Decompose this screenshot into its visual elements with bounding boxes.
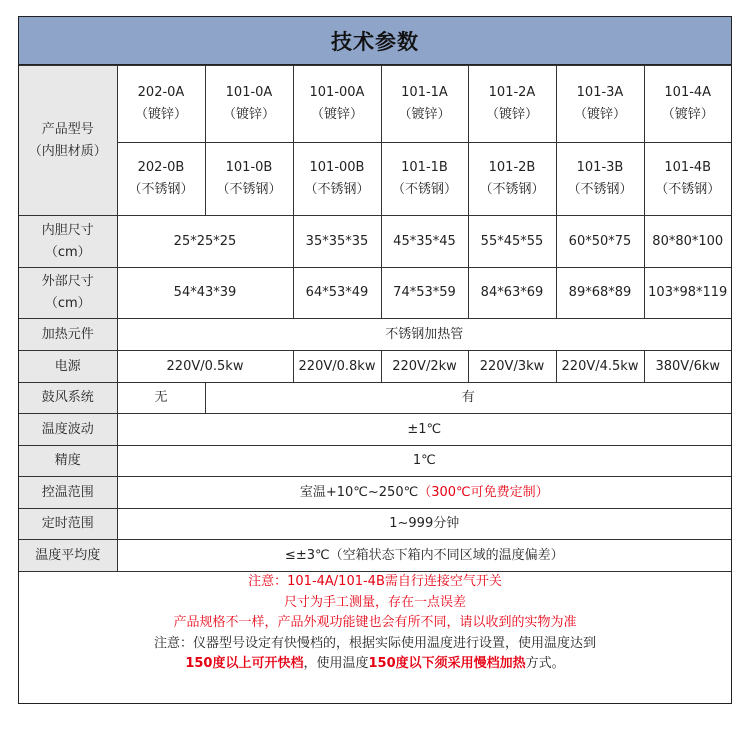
table-row-models-b	[19, 143, 731, 216]
label-fluctuation: 温度波动	[19, 414, 117, 446]
model-material: （镀锌）	[222, 107, 275, 122]
model-material: （镀锌）	[661, 107, 714, 122]
page-title: 技术参数	[19, 17, 731, 65]
model-material: （不锈钢）	[216, 182, 282, 197]
inner-size-value: 80*80*100	[644, 216, 731, 268]
note-emphasis: 150度以下须采用慢档加热	[368, 656, 526, 671]
label-model	[19, 66, 117, 216]
label-inner-size	[19, 216, 117, 268]
power-value: 220V/0.5kw	[117, 351, 293, 383]
blower-yes: 有	[205, 383, 731, 414]
model-cell	[381, 143, 468, 216]
accuracy-value: 1℃	[117, 446, 731, 477]
timer-value: 1~999分钟	[117, 509, 731, 540]
table-row-uniformity	[19, 540, 731, 572]
inner-size-value: 60*50*75	[556, 216, 644, 268]
power-value: 220V/0.8kw	[293, 351, 381, 383]
outer-size-value: 89*68*89	[556, 268, 644, 319]
model-code: 101-0A	[225, 85, 273, 100]
model-material: （镀锌）	[398, 107, 451, 122]
table-row-blower	[19, 383, 731, 414]
note-line: 尺寸为手工测量，存在一点误差	[283, 594, 466, 610]
uniformity-value: ≤±3℃（空箱状态下箱内不同区域的温度偏差）	[117, 540, 731, 572]
outer-size-value: 74*53*59	[381, 268, 468, 319]
model-cell	[468, 66, 556, 143]
table-row-heating	[19, 319, 731, 351]
fluctuation-value: ±1℃	[117, 414, 731, 446]
model-cell	[293, 143, 381, 216]
power-value: 220V/2kw	[381, 351, 468, 383]
label-heating: 加热元件	[19, 319, 117, 351]
note-line: 产品规格不一样，产品外观功能键也会有所不同，请以收到的实物为准	[173, 615, 577, 630]
model-cell	[381, 66, 468, 143]
temp-range-value: 室温+10℃~250℃	[299, 484, 419, 500]
model-code: 101-1B	[401, 160, 448, 175]
outer-size-value: 54*43*39	[117, 268, 293, 319]
model-code: 101-3B	[576, 160, 624, 175]
label-timer: 定时范围	[19, 509, 117, 540]
inner-size-value: 55*45*55	[468, 216, 556, 268]
model-material: （不锈钢）	[304, 182, 370, 197]
model-code: 101-3A	[576, 85, 624, 100]
model-material: （镀锌）	[573, 107, 626, 122]
model-material: （镀锌）	[134, 107, 187, 122]
label-outer-size-line2: （cm）	[44, 296, 91, 311]
model-code: 101-1A	[401, 85, 448, 100]
model-cell	[205, 66, 293, 143]
label-inner-size-line2: （cm）	[44, 244, 91, 260]
power-value: 380V/6kw	[644, 351, 731, 383]
label-model-line2: （内胆材质）	[28, 143, 107, 159]
label-model-line1: 产品型号	[41, 121, 94, 137]
model-code: 101-00B	[309, 160, 365, 175]
table-row-accuracy	[19, 446, 731, 477]
model-code: 202-0A	[137, 85, 185, 100]
note-text: 方式。	[525, 656, 565, 671]
label-uniformity: 温度平均度	[19, 540, 117, 572]
model-cell	[644, 66, 731, 143]
model-cell	[293, 66, 381, 143]
spec-table	[19, 65, 731, 572]
model-cell	[117, 143, 205, 216]
model-material: （镀锌）	[310, 107, 363, 122]
inner-size-value: 25*25*25	[117, 216, 293, 268]
power-value: 220V/4.5kw	[556, 351, 644, 383]
model-code: 101-2A	[488, 85, 536, 100]
notes-block	[19, 572, 731, 675]
model-code: 101-4B	[664, 160, 712, 175]
note-text: ，使用温度	[303, 656, 369, 671]
temp-range-note: （300℃可免费定制）	[418, 484, 549, 500]
note-emphasis: 150度以上可开快档	[185, 656, 304, 671]
model-code: 101-4A	[664, 85, 712, 100]
model-material: （不锈钢）	[479, 182, 545, 197]
label-outer-size-line1: 外部尺寸	[41, 274, 94, 289]
model-cell	[556, 66, 644, 143]
note-line	[19, 654, 731, 675]
temp-range-cell	[117, 477, 731, 509]
model-code: 101-2B	[488, 160, 536, 175]
table-row-models-a	[19, 66, 731, 143]
model-material: （不锈钢）	[391, 182, 457, 197]
outer-size-value: 64*53*49	[293, 268, 381, 319]
model-cell	[468, 143, 556, 216]
table-row-inner-size	[19, 216, 731, 268]
model-material: （不锈钢）	[655, 182, 721, 197]
model-code: 202-0B	[137, 160, 185, 175]
model-code: 101-0B	[225, 160, 273, 175]
note-line: 注意：仪器型号设定有快慢档的，根据实际使用温度进行设置，使用温度达到	[153, 635, 596, 651]
model-cell	[556, 143, 644, 216]
table-row-temp-range	[19, 477, 731, 509]
model-cell	[117, 66, 205, 143]
heating-value: 不锈钢加热管	[117, 319, 731, 351]
inner-size-value: 35*35*35	[293, 216, 381, 268]
label-temp-range: 控温范围	[19, 477, 117, 509]
table-row-power	[19, 351, 731, 383]
note-line: 注意：101-4A/101-4B需自行连接空气开关	[248, 574, 502, 589]
blower-no: 无	[117, 383, 205, 414]
model-material: （镀锌）	[485, 107, 538, 122]
model-material: （不锈钢）	[567, 182, 633, 197]
table-row-outer-size	[19, 268, 731, 319]
label-accuracy: 精度	[19, 446, 117, 477]
model-material: （不锈钢）	[128, 182, 194, 197]
table-row-fluctuation	[19, 414, 731, 446]
label-blower: 鼓风系统	[19, 383, 117, 414]
inner-size-value: 45*35*45	[381, 216, 468, 268]
power-value: 220V/3kw	[468, 351, 556, 383]
model-cell	[205, 143, 293, 216]
label-power: 电源	[19, 351, 117, 383]
label-inner-size-line1: 内胆尺寸	[41, 222, 94, 238]
outer-size-value: 84*63*69	[468, 268, 556, 319]
spec-sheet	[18, 16, 732, 704]
table-row-timer	[19, 509, 731, 540]
outer-size-value: 103*98*119	[644, 268, 731, 319]
model-cell	[644, 143, 731, 216]
model-code: 101-00A	[309, 85, 365, 100]
label-outer-size	[19, 268, 117, 319]
